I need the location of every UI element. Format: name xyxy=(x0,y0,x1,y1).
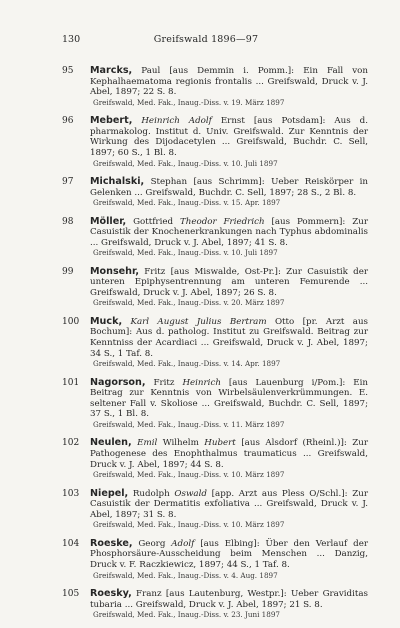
dissertation-note: Greifswald, Med. Fak., Inaug.-Diss. v. 15. Apr. 1897 xyxy=(93,198,281,208)
author-given-name: Franz xyxy=(136,588,162,599)
entry-citation xyxy=(90,589,368,620)
author-italic-name: Heinrich xyxy=(182,377,221,388)
author-given-name: Rudolph xyxy=(132,488,170,499)
author-surname: Niepel, xyxy=(90,487,129,499)
author-given-name: Georg xyxy=(138,538,166,549)
author-surname: Roeske, xyxy=(90,537,133,549)
author-italic-name: Theodor Friedrich xyxy=(179,216,265,227)
dissertation-entry xyxy=(62,116,368,168)
citation-text: [aus Alsdorf (Rheinl.)]: Zur Pathogenese des Enophthalmus traumaticus ... Greifswald, Druck v. J. Abel, 1897; 44 S. 8. xyxy=(90,438,369,470)
citation-text: [aus Lauenburg i/Pom.]: Ein Beitrag zur Kenntnis von Wirbelsäulenverkrümmungen. E. seltener Fall v. Skoliose ... Greifswald, Buchdr. C. Sell, 1897; 37 S., 1 Bl. 8. xyxy=(90,377,369,420)
author-italic-name: Oswald xyxy=(174,488,207,499)
author-given-name-after: Wilhelm xyxy=(162,438,199,449)
dissertation-entry xyxy=(62,267,368,309)
entry-citation xyxy=(90,217,368,259)
dissertation-entry xyxy=(62,438,368,480)
author-surname: Michalski, xyxy=(90,175,145,187)
entry-citation xyxy=(90,489,368,531)
author-surname: Monsehr, xyxy=(90,265,139,277)
dissertation-note: Greifswald, Med. Fak., Inaug.-Diss. v. 10. März 1897 xyxy=(93,470,285,480)
author-italic-name: Adolf xyxy=(171,538,195,549)
author-surname: Neulen, xyxy=(90,437,132,449)
author-given-name: Stephan xyxy=(150,176,188,187)
dissertation-note: Greifswald, Med. Fak., Inaug.-Diss. v. 4. Aug. 1897 xyxy=(93,570,278,580)
dissertation-entry xyxy=(62,66,368,108)
entry-citation xyxy=(90,317,368,369)
entry-number: 97 xyxy=(62,176,74,187)
author-italic-name-2: Hubert xyxy=(204,438,236,449)
entry-citation xyxy=(90,66,368,108)
dissertation-note: Greifswald, Med. Fak., Inaug.-Diss. v. 14. Apr. 1897 xyxy=(93,359,281,369)
entry-number: 101 xyxy=(62,377,80,388)
page-header xyxy=(62,34,350,48)
author-surname: Möller, xyxy=(90,215,127,227)
entry-number: 96 xyxy=(62,116,74,127)
dissertation-note: Greifswald, Med. Fak., Inaug.-Diss. v. 23. Juni 1897 xyxy=(93,610,280,620)
page-number: 130 xyxy=(62,34,81,45)
dissertation-list xyxy=(62,66,368,628)
dissertation-entry xyxy=(62,177,368,208)
author-given-name: Fritz xyxy=(153,377,175,388)
entry-number: 98 xyxy=(62,216,74,227)
citation-text: [aus Lautenburg, Westpr.]: Ueber Graviditas tubaria ... Greifswald, Druck v. J. Abel, 1897; 21 S. 8. xyxy=(90,588,369,610)
citation-text: [aus Pommern]: Zur Casuistik der Knochenerkrankungen nach Typhus abdominalis ... Greifswald, Druck v. J. Abel, 1897; 41 S. 8. xyxy=(90,216,368,248)
dissertation-note: Greifswald, Med. Fak., Inaug.-Diss. v. 10. Juli 1897 xyxy=(93,248,278,258)
entry-number: 103 xyxy=(62,488,80,499)
citation-text: [app. Arzt aus Pless O/Schl.]: Zur Casuistik der Dermatitis exfoliativa ... Greifswald, Druck v. J. Abel, 1897; 31 S. 8. xyxy=(90,488,368,520)
dissertation-entry xyxy=(62,217,368,259)
dissertation-note: Greifswald, Med. Fak., Inaug.-Diss. v. 19. März 1897 xyxy=(93,97,285,107)
entry-citation xyxy=(90,438,368,480)
citation-text: [aus Schrimm]: Ueber Reiskörper in Gelenken ... Greifswald, Buchdr. C. Sell, 1897; 28 S., 2 Bl. 8. xyxy=(90,176,369,198)
dissertation-entry xyxy=(62,489,368,531)
entry-number: 95 xyxy=(62,66,74,76)
entry-number: 104 xyxy=(62,538,80,549)
citation-text: [aus Miswalde, Ost-Pr.]: Zur Casuistik der unteren Epiphysentrennung am unteren Femurende ... Greifswald, Druck v. J. Abel, 1897; 26 S. 8. xyxy=(90,266,368,298)
author-italic-name: Karl August Julius Bertram xyxy=(130,316,267,327)
dissertation-entry xyxy=(62,378,368,430)
author-given-name-after: Ernst xyxy=(220,116,245,127)
entry-number: 100 xyxy=(62,316,80,327)
entry-number: 99 xyxy=(62,266,74,277)
author-given-name: Fritz xyxy=(144,266,166,277)
entry-number: 105 xyxy=(62,588,80,599)
entry-number: 102 xyxy=(62,438,80,449)
dissertation-note: Greifswald, Med. Fak., Inaug.-Diss. v. 11. März 1897 xyxy=(93,420,285,429)
author-surname: Mebert, xyxy=(90,115,133,127)
entry-citation xyxy=(90,539,368,581)
author-italic-name: Heinrich Adolf xyxy=(141,116,212,127)
citation-text: [aus Potsdam]: Aus d. pharmakolog. Institut d. Univ. Greifswald. Zur Kenntnis der Wirkung des Dijodacetylen ... Greifswald, Buchdr. C. Sell, 1897; 60 S., 1 Bl. 8. xyxy=(90,116,368,158)
author-surname: Muck, xyxy=(90,315,123,327)
author-given-name-after: Otto xyxy=(274,316,295,327)
dissertation-note: Greifswald, Med. Fak., Inaug.-Diss. v. 10. Juli 1897 xyxy=(93,158,278,168)
author-surname: Nagorson, xyxy=(90,376,146,388)
entry-citation xyxy=(90,116,368,168)
citation-text: [aus Elbing]: Über den Verlauf der Phosphorsäure-Ausscheidung beim Menschen ... Danzig, Druck v. F. Raczkiewicz, 1897; 44 S., 1 Taf. 8. xyxy=(90,538,368,570)
author-surname: Roesky, xyxy=(90,587,132,599)
citation-text: [aus Demmin i. Pomm.]: Ein Fall von Kephalhaematoma regionis frontalis ... Greifswald, Druck v. J. Abel, 1897; 22 S. 8. xyxy=(90,66,369,98)
author-given-name: Paul xyxy=(141,66,161,76)
author-given-name: Gottfried xyxy=(133,216,174,227)
author-italic-name: Emil xyxy=(137,438,158,449)
entry-citation xyxy=(90,177,368,208)
dissertation-entry xyxy=(62,317,368,369)
running-title: Greifswald 1896—97 xyxy=(153,34,259,45)
author-surname: Marcks, xyxy=(90,65,133,76)
citation-text: [pr. Arzt aus Bochum]: Aus d. patholog. Institut zu Greifswald. Beitrag zur Kenntniss der Acardiaci ... Greifswald, Druck v. J. Abel, 1897; 34 S., 1 Taf. 8. xyxy=(90,316,369,359)
dissertation-note: Greifswald, Med. Fak., Inaug.-Diss. v. 20. März 1897 xyxy=(93,298,285,308)
dissertation-entry xyxy=(62,589,368,620)
dissertation-entry xyxy=(62,539,368,581)
dissertation-note: Greifswald, Med. Fak., Inaug.-Diss. v. 10. März 1897 xyxy=(93,520,285,530)
entry-citation xyxy=(90,267,368,309)
entry-citation xyxy=(90,378,368,430)
